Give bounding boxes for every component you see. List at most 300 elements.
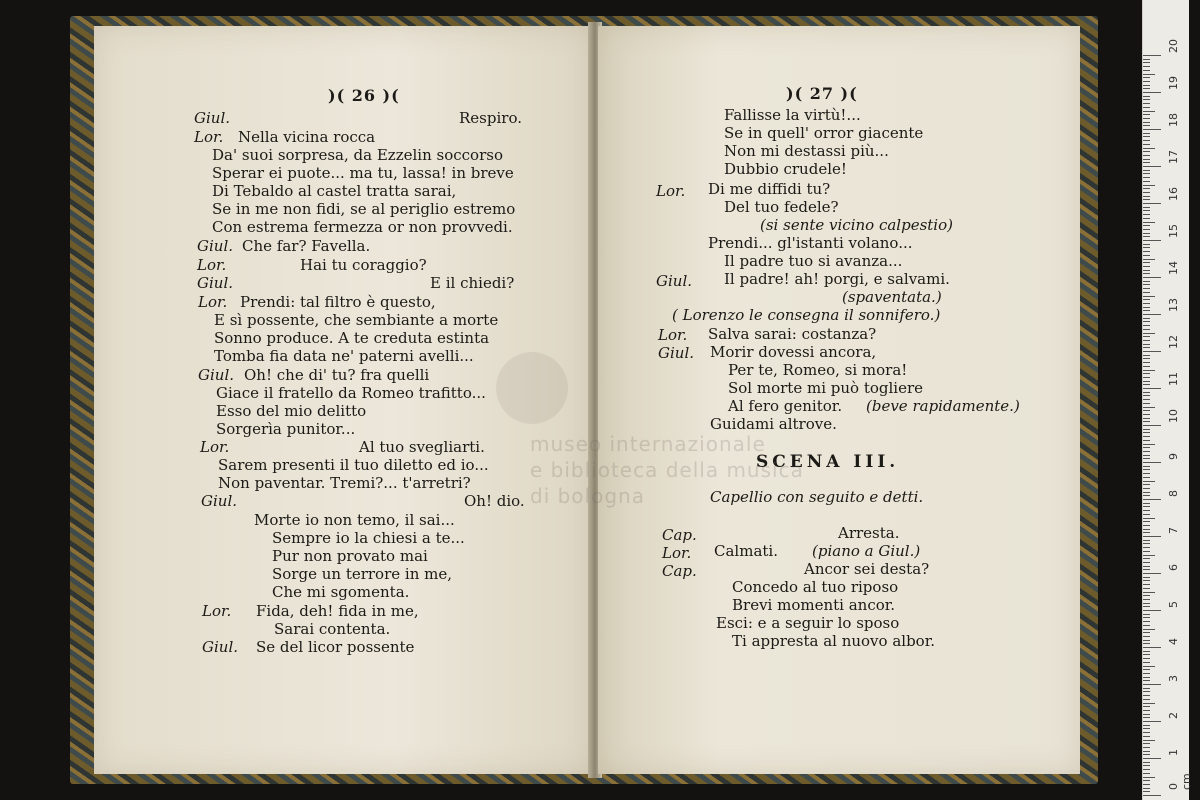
stage-direction: (spaventata.)	[842, 288, 942, 306]
ruler-tick	[1143, 118, 1150, 119]
ruler-label: 18	[1167, 113, 1180, 127]
ruler-tick	[1143, 647, 1161, 648]
ruler-tick	[1143, 292, 1150, 293]
ruler-tick	[1143, 688, 1150, 689]
watermark-logo	[496, 352, 568, 424]
ruler-tick	[1143, 525, 1150, 526]
verse-line: E il chiedi?	[430, 274, 515, 292]
ruler-tick	[1143, 617, 1150, 618]
ruler-tick	[1143, 336, 1150, 337]
verse-line: Morir dovessi ancora,	[710, 343, 877, 361]
speaker-label: Giul.	[201, 492, 238, 510]
ruler-tick	[1143, 173, 1150, 174]
ruler-label: 13	[1167, 298, 1180, 312]
ruler-tick	[1143, 196, 1150, 197]
ruler-tick	[1143, 477, 1150, 478]
ruler-tick	[1143, 281, 1150, 282]
ruler-label: 11	[1167, 372, 1180, 386]
speaker-label: Giul.	[656, 272, 693, 290]
ruler-tick	[1143, 185, 1155, 186]
ruler-label: 17	[1167, 150, 1180, 164]
ruler-tick	[1143, 151, 1150, 152]
ruler-tick	[1143, 536, 1161, 537]
ruler-label: 14	[1167, 261, 1180, 275]
ruler-tick	[1143, 714, 1150, 715]
ruler-tick	[1143, 669, 1150, 670]
verse-line: Se in me non fidi, se al periglio estremo	[212, 200, 516, 218]
verse-line: Esso del mio delitto	[216, 402, 367, 420]
ruler-tick	[1143, 758, 1161, 759]
ruler-tick	[1143, 481, 1155, 482]
ruler-tick	[1143, 651, 1150, 652]
ruler-tick	[1143, 225, 1150, 226]
verse-line: Prendi... gl'istanti volano...	[708, 234, 913, 252]
ruler-tick	[1143, 358, 1150, 359]
ruler-tick	[1143, 203, 1161, 204]
verse-line: Guidami altrove.	[710, 415, 837, 433]
ruler-tick	[1143, 325, 1150, 326]
ruler-tick	[1143, 566, 1150, 567]
ruler-tick	[1143, 114, 1150, 115]
ruler-tick	[1143, 133, 1150, 134]
ruler-tick	[1143, 129, 1161, 130]
ruler-tick	[1143, 355, 1150, 356]
verse-line: Respiro.	[459, 109, 522, 127]
ruler-tick	[1143, 103, 1150, 104]
ruler-label: 1	[1167, 749, 1180, 756]
ruler-tick	[1143, 140, 1150, 141]
speaker-label: Cap.	[662, 526, 697, 544]
verse-line: Il padre tuo si avanza...	[724, 252, 903, 270]
ruler-tick	[1143, 680, 1150, 681]
ruler-label: 12	[1167, 335, 1180, 349]
ruler-tick	[1143, 747, 1150, 748]
ruler-tick	[1143, 410, 1150, 411]
ruler-tick	[1143, 210, 1150, 211]
ruler-tick	[1143, 499, 1161, 500]
ruler-tick	[1143, 207, 1150, 208]
ruler-tick	[1143, 518, 1155, 519]
watermark-text: museo internazionale	[530, 432, 766, 456]
ruler-tick	[1143, 181, 1150, 182]
ruler-tick	[1143, 333, 1155, 334]
ruler-tick	[1143, 773, 1150, 774]
verse-line: Che far? Favella.	[242, 237, 371, 255]
ruler-tick	[1143, 247, 1150, 248]
ruler-tick	[1143, 580, 1150, 581]
verse-line: Il padre! ah! porgi, e salvami.	[724, 270, 950, 288]
ruler-tick	[1143, 96, 1150, 97]
verse-line: Ti appresta al nuovo albor.	[732, 632, 935, 650]
ruler-tick	[1143, 111, 1155, 112]
ruler-tick	[1143, 769, 1150, 770]
ruler-tick	[1143, 366, 1150, 367]
ruler-tick	[1143, 122, 1150, 123]
ruler-label: 6	[1167, 564, 1180, 571]
ruler-tick	[1143, 244, 1150, 245]
ruler-tick	[1143, 392, 1150, 393]
ruler-tick	[1143, 762, 1150, 763]
ruler-tick	[1143, 170, 1150, 171]
ruler-tick	[1143, 721, 1161, 722]
stage-direction: ( Lorenzo le consegna il sonnifero.)	[672, 306, 941, 324]
ruler-tick	[1143, 514, 1150, 515]
ruler-label: 16	[1167, 187, 1180, 201]
verse-line: Ancor sei desta?	[804, 560, 930, 578]
ruler-tick	[1143, 59, 1150, 60]
speaker-label: Lor.	[198, 293, 228, 311]
ruler-tick	[1143, 754, 1150, 755]
ruler-label: 0 cm	[1167, 773, 1193, 790]
ruler-label: 4	[1167, 638, 1180, 645]
ruler-tick	[1143, 162, 1150, 163]
verse-line: Di me diffidi tu?	[708, 180, 831, 198]
watermark-text: e biblioteca della musica	[530, 458, 804, 482]
ruler-label: 10	[1167, 409, 1180, 423]
verse-line: Fida, deh! fida in me,	[256, 602, 419, 620]
speaker-label: Lor.	[202, 602, 232, 620]
verse-line: Sperar ei puote... ma tu, lassa! in breve	[212, 164, 514, 182]
speaker-label: Giul.	[658, 344, 695, 362]
scene-title: SCENA III.	[756, 452, 900, 472]
ruler-tick	[1143, 418, 1150, 419]
ruler-tick	[1143, 562, 1150, 563]
ruler-tick	[1143, 495, 1150, 496]
verse-line: Brevi momenti ancor.	[732, 596, 896, 614]
ruler-tick	[1143, 658, 1150, 659]
ruler-tick	[1143, 199, 1150, 200]
ruler-tick	[1143, 177, 1150, 178]
verse-line: Calmati.	[714, 542, 778, 560]
verse-line: Di Tebaldo al castel tratta sarai,	[212, 182, 457, 200]
verse-line: Sempre io la chiesi a te...	[272, 529, 465, 547]
ruler-tick	[1143, 462, 1161, 463]
ruler-tick	[1143, 70, 1150, 71]
stage-direction: (beve rapidamente.)	[866, 397, 1020, 415]
ruler-tick	[1143, 555, 1155, 556]
ruler-tick	[1143, 329, 1150, 330]
ruler-tick	[1143, 270, 1150, 271]
ruler-tick	[1143, 251, 1150, 252]
verse-line: Salva sarai: costanza?	[708, 325, 877, 343]
ruler-tick	[1143, 77, 1150, 78]
ruler-tick	[1143, 751, 1150, 752]
verse-line: Esci: e a seguir lo sposo	[716, 614, 900, 632]
ruler-tick	[1143, 107, 1150, 108]
ruler-tick	[1143, 595, 1150, 596]
ruler-tick	[1143, 540, 1150, 541]
ruler-tick	[1143, 284, 1150, 285]
ruler-tick	[1143, 362, 1150, 363]
ruler-tick	[1143, 673, 1150, 674]
ruler-tick	[1143, 784, 1150, 785]
ruler-tick	[1143, 488, 1150, 489]
ruler-tick	[1143, 469, 1150, 470]
ruler-label: 8	[1167, 490, 1180, 497]
ruler-tick	[1143, 262, 1150, 263]
ruler-tick	[1143, 632, 1150, 633]
ruler-label: 15	[1167, 224, 1180, 238]
ruler-tick	[1143, 484, 1150, 485]
speaker-label: Giul.	[197, 237, 234, 255]
ruler-tick	[1143, 736, 1150, 737]
ruler-tick	[1143, 684, 1161, 685]
ruler-tick	[1143, 125, 1150, 126]
verse-line: Oh! che di' tu? fra quelli	[244, 366, 430, 384]
verse-line: Sarai contenta.	[274, 620, 391, 638]
ruler-tick	[1143, 666, 1155, 667]
ruler-tick	[1143, 432, 1150, 433]
verse-line: E sì possente, che sembiante a morte	[214, 311, 499, 329]
ruler-tick	[1143, 765, 1150, 766]
ruler-tick	[1143, 340, 1150, 341]
ruler-tick	[1143, 573, 1161, 574]
verse-line: Sorge un terrore in me,	[272, 565, 452, 583]
ruler-tick	[1143, 447, 1150, 448]
right-page	[598, 26, 1080, 774]
verse-line: Del tuo fedele?	[724, 198, 839, 216]
ruler-tick	[1143, 458, 1150, 459]
verse-line: Da' suoi sorpresa, da Ezzelin soccorso	[212, 146, 503, 164]
ruler-tick	[1143, 303, 1150, 304]
verse-line: Non paventar. Tremi?... t'arretri?	[218, 474, 471, 492]
ruler-tick	[1143, 455, 1150, 456]
ruler-tick	[1143, 547, 1150, 548]
verse-line: Sonno produce. A te creduta estinta	[214, 329, 490, 347]
ruler-tick	[1143, 791, 1150, 792]
ruler-tick	[1143, 725, 1150, 726]
ruler-tick	[1143, 584, 1150, 585]
ruler-tick	[1143, 466, 1150, 467]
ruler-tick	[1143, 425, 1161, 426]
ruler-tick	[1143, 155, 1150, 156]
verse-line: Se del licor possente	[256, 638, 415, 656]
ruler-tick	[1143, 273, 1150, 274]
ruler-tick	[1143, 521, 1150, 522]
verse-line: Tomba fia data ne' paterni avelli...	[214, 347, 474, 365]
ruler-tick	[1143, 229, 1150, 230]
ruler-tick	[1143, 414, 1150, 415]
stage-direction: (si sente vicino calpestio)	[760, 216, 953, 234]
ruler-tick	[1143, 99, 1150, 100]
ruler-tick	[1143, 144, 1150, 145]
ruler-tick	[1143, 266, 1150, 267]
ruler-tick	[1143, 277, 1161, 278]
ruler-tick	[1143, 344, 1150, 345]
ruler-tick	[1143, 384, 1150, 385]
verse-line: Pur non provato mai	[272, 547, 428, 565]
speaker-label: Giul.	[202, 638, 239, 656]
ruler-tick	[1143, 407, 1155, 408]
ruler-tick	[1143, 218, 1150, 219]
ruler-label: 20	[1167, 39, 1180, 53]
ruler-tick	[1143, 377, 1150, 378]
verse-line: Nella vicina rocca	[238, 128, 376, 146]
ruler-tick	[1143, 529, 1150, 530]
verse-line: Hai tu coraggio?	[300, 256, 427, 274]
ruler-tick	[1143, 259, 1155, 260]
ruler-tick	[1143, 81, 1150, 82]
ruler-tick	[1143, 92, 1161, 93]
verse-line: Fallisse la virtù!...	[724, 106, 861, 124]
ruler-tick	[1143, 66, 1150, 67]
ruler-tick	[1143, 614, 1150, 615]
ruler-tick	[1143, 473, 1150, 474]
ruler-tick	[1143, 314, 1161, 315]
speaker-label: Giul.	[194, 109, 231, 127]
ruler-tick	[1143, 403, 1150, 404]
ruler-tick	[1143, 603, 1150, 604]
ruler-tick	[1143, 373, 1150, 374]
ruler-tick	[1143, 255, 1150, 256]
ruler-tick	[1143, 395, 1150, 396]
ruler-tick	[1143, 510, 1150, 511]
ruler-label: 19	[1167, 76, 1180, 90]
verse-line: Con estrema fermezza or non provvedi.	[212, 218, 513, 236]
ruler-tick	[1143, 492, 1150, 493]
ruler-tick	[1143, 381, 1150, 382]
ruler-tick	[1143, 159, 1150, 160]
ruler-tick	[1143, 88, 1150, 89]
ruler-tick	[1143, 307, 1150, 308]
ruler-tick	[1143, 74, 1155, 75]
ruler-tick	[1143, 636, 1150, 637]
ruler-tick	[1143, 347, 1150, 348]
speaker-label: Lor.	[662, 544, 692, 562]
verse-line: Concedo al tuo riposo	[732, 578, 899, 596]
ruler-tick	[1143, 592, 1155, 593]
verse-line: Arresta.	[838, 524, 900, 542]
verse-line: Che mi sgomenta.	[272, 583, 410, 601]
ruler-tick	[1143, 629, 1155, 630]
ruler-tick	[1143, 610, 1161, 611]
ruler-tick	[1143, 662, 1150, 663]
verse-line: Sarem presenti il tuo diletto ed io...	[218, 456, 489, 474]
verse-line: Sol morte mi può togliere	[728, 379, 923, 397]
ruler-tick	[1143, 506, 1150, 507]
ruler-tick	[1143, 370, 1155, 371]
ruler-tick	[1143, 299, 1150, 300]
verse-line: Al fero genitor.	[728, 397, 843, 415]
ruler-tick	[1143, 240, 1161, 241]
ruler-tick	[1143, 451, 1150, 452]
ruler-tick	[1143, 532, 1150, 533]
ruler-tick	[1143, 236, 1150, 237]
ruler-tick	[1143, 699, 1150, 700]
verse-line: Per te, Romeo, si mora!	[728, 361, 908, 379]
ruler-tick	[1143, 625, 1150, 626]
verse-line: Giace il fratello da Romeo trafitto...	[216, 384, 486, 402]
ruler-tick	[1143, 732, 1150, 733]
ruler-tick	[1143, 621, 1150, 622]
ruler-tick	[1143, 318, 1150, 319]
ruler-tick	[1143, 703, 1155, 704]
ruler-tick	[1143, 214, 1150, 215]
ruler-tick	[1143, 780, 1150, 781]
ruler-tick	[1143, 421, 1150, 422]
speaker-label: Lor.	[194, 128, 224, 146]
ruler-tick	[1143, 310, 1150, 311]
ruler-label: 9	[1167, 453, 1180, 460]
ruler-tick	[1143, 577, 1150, 578]
speaker-label: Lor.	[656, 182, 686, 200]
ruler-tick	[1143, 777, 1155, 778]
ruler-tick	[1143, 136, 1150, 137]
ruler-label: 2	[1167, 712, 1180, 719]
ruler-tick	[1143, 677, 1150, 678]
ruler-tick	[1143, 440, 1150, 441]
ruler-tick	[1143, 717, 1150, 718]
ruler-tick	[1143, 388, 1161, 389]
stage-direction: (piano a Giul.)	[812, 542, 921, 560]
ruler-tick	[1143, 588, 1150, 589]
ruler-label: 3	[1167, 675, 1180, 682]
ruler-label: 5	[1167, 601, 1180, 608]
verse-line: Prendi: tal filtro è questo,	[240, 293, 436, 311]
verse-line: Sorgerìa punitor...	[216, 420, 356, 438]
speaker-label: Lor.	[200, 438, 230, 456]
speaker-label: Giul.	[198, 366, 235, 384]
ruler-tick	[1143, 599, 1150, 600]
ruler-tick	[1143, 351, 1161, 352]
ruler-tick	[1143, 55, 1161, 56]
ruler-tick	[1143, 543, 1150, 544]
ruler-tick	[1143, 691, 1150, 692]
verse-line: Oh! dio.	[464, 492, 525, 510]
ruler-tick	[1143, 429, 1150, 430]
ruler-tick	[1143, 695, 1150, 696]
verse-line: Morte io non temo, il sai...	[254, 511, 455, 529]
page-number: )( 27 )(	[786, 84, 858, 103]
ruler-tick	[1143, 788, 1150, 789]
ruler-tick	[1143, 85, 1150, 86]
ruler-tick	[1143, 740, 1155, 741]
verse-line: Se in quell' orror giacente	[724, 124, 924, 142]
ruler-tick	[1143, 321, 1150, 322]
verse-line: Non mi destassi più...	[724, 142, 889, 160]
watermark-text: di bologna	[530, 484, 645, 508]
ruler-tick	[1143, 296, 1155, 297]
ruler-tick	[1143, 166, 1161, 167]
ruler-tick	[1143, 606, 1150, 607]
verse-line: Dubbio crudele!	[724, 160, 847, 178]
ruler-tick	[1143, 222, 1155, 223]
ruler-tick	[1143, 640, 1150, 641]
ruler-tick	[1143, 551, 1150, 552]
speaker-label: Lor.	[197, 256, 227, 274]
ruler-tick	[1143, 710, 1150, 711]
ruler-tick	[1143, 728, 1150, 729]
ruler-label: 7	[1167, 527, 1180, 534]
speaker-label: Giul.	[197, 274, 234, 292]
ruler-tick	[1143, 192, 1150, 193]
ruler-tick	[1143, 148, 1155, 149]
measurement-ruler	[1142, 0, 1193, 800]
ruler-tick	[1143, 436, 1150, 437]
ruler-tick	[1143, 62, 1150, 63]
ruler-tick	[1143, 795, 1161, 796]
ruler-tick	[1143, 503, 1150, 504]
ruler-tick	[1143, 444, 1155, 445]
page-number: )( 26 )(	[328, 86, 400, 105]
speaker-label: Cap.	[662, 562, 697, 580]
ruler-tick	[1143, 569, 1150, 570]
ruler-tick	[1143, 399, 1150, 400]
speaker-label: Lor.	[658, 326, 688, 344]
ruler-tick	[1143, 233, 1150, 234]
ruler-tick	[1143, 288, 1150, 289]
ruler-tick	[1143, 743, 1150, 744]
